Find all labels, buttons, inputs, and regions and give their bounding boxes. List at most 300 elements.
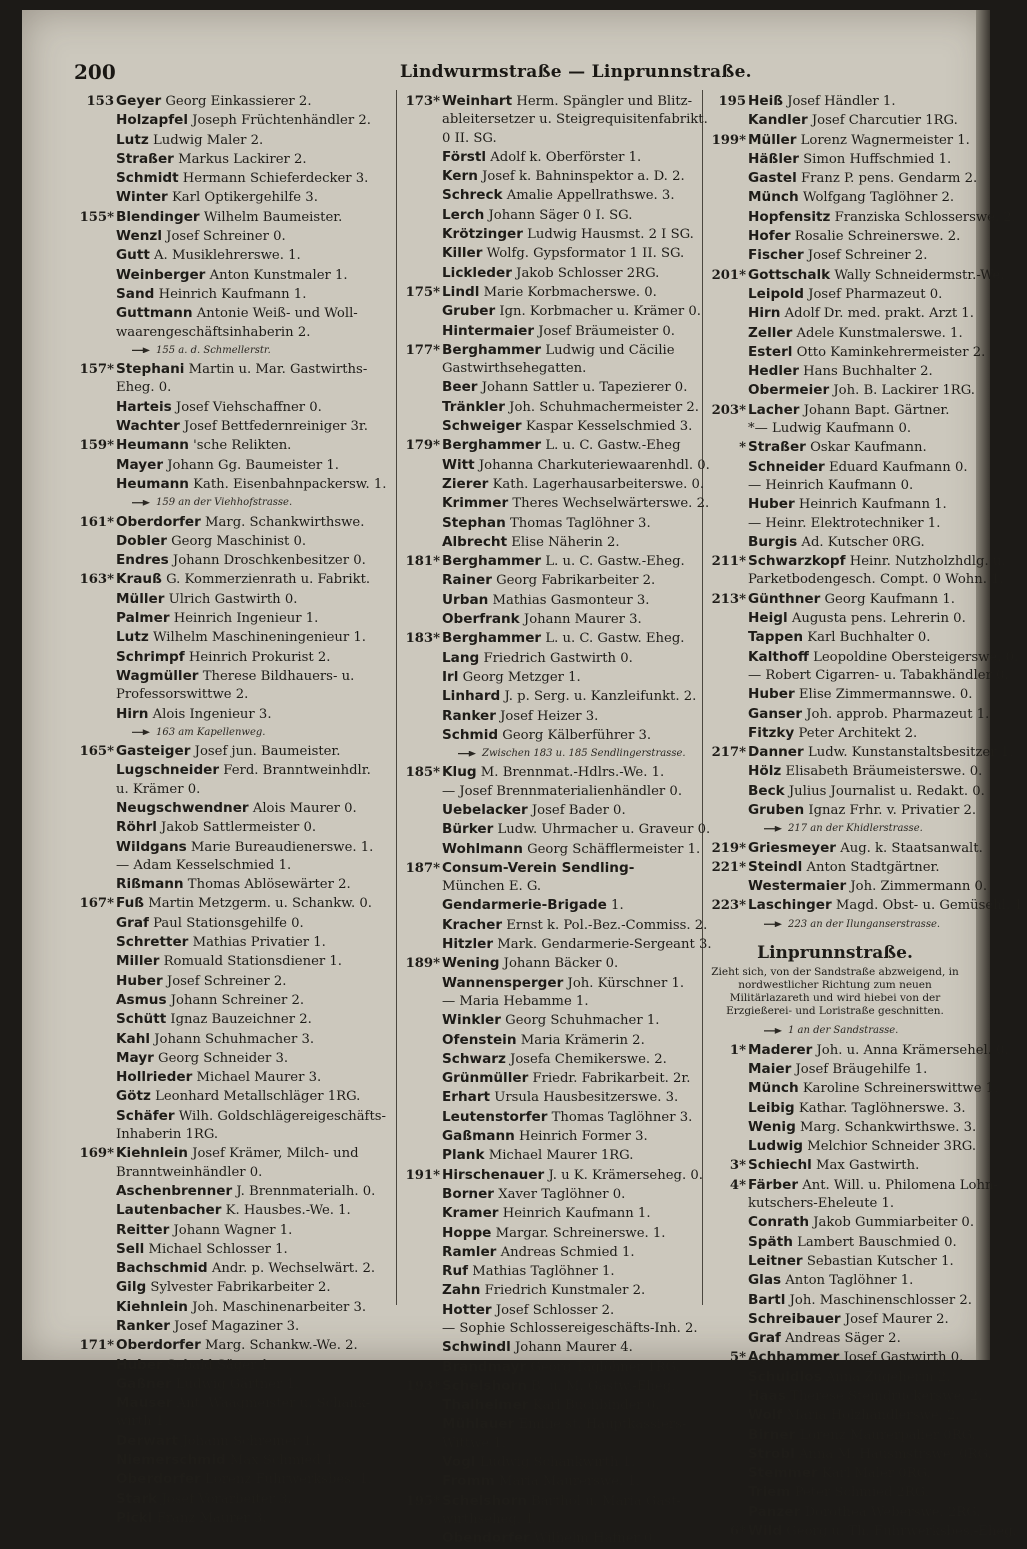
resident-name: Müller (748, 131, 797, 148)
resident-name: Strobl (748, 1445, 795, 1462)
directory-entry (704, 495, 966, 514)
entry-continuation: Professorswittwe 2. (116, 687, 249, 703)
resident-name: Tappen (748, 629, 804, 646)
directory-entry (704, 782, 985, 801)
resident-name: Schmidt (116, 170, 179, 187)
resident-name: Hopfensitz (748, 208, 831, 225)
house-number: 203* (711, 402, 746, 418)
resident-details: Karl Buchbinder 0. (528, 1398, 660, 1414)
resident-name: Stephan (442, 514, 506, 531)
resident-details: Josef Maurer 2. (840, 1311, 949, 1327)
resident-name: Kern (442, 168, 478, 185)
resident-name: Bartl (748, 1291, 786, 1308)
directory-entry (398, 1204, 700, 1223)
resident-details: G. Kommerzienrath u. Fabrikt. (161, 572, 371, 588)
resident-details: Joh. approb. Pharmazeut 1. (802, 706, 990, 722)
resident-details: Georg Kälberführer 3. (498, 727, 652, 743)
resident-name: Lugschneider (116, 762, 220, 779)
resident-details: Josefa Chemikerswe. 2. (505, 1051, 667, 1067)
directory-entry (398, 916, 708, 935)
directory-entry (72, 952, 394, 971)
house-number: * (739, 440, 746, 456)
resident-details: Johann Bäcker 0. (499, 956, 619, 972)
resident-details: Kath. Lagerhausarbeiterswe. 0. (488, 476, 705, 492)
resident-name: Häßler (748, 150, 799, 167)
resident-details: Johann Maurer 4. (510, 1340, 633, 1356)
resident-name: Schäfer (116, 1107, 175, 1124)
resident-name: Kalthoff (748, 648, 809, 665)
directory-entry (398, 494, 710, 513)
house-number: 169* (79, 1146, 114, 1162)
resident-details: Marg. Schankwirthswe. 3. (795, 1119, 977, 1135)
page-number: 200 (74, 60, 116, 84)
resident-details: Adolf k. Oberförster 1. (486, 149, 642, 165)
resident-name: Endres (116, 552, 169, 569)
directory-entry (704, 150, 966, 169)
resident-details: Marie Bureaudienerswe. 1. (186, 839, 374, 855)
directory-entry (72, 1240, 394, 1259)
directory-entry (398, 1127, 700, 1146)
resident-name: Wagmüller (116, 667, 199, 684)
house-number: 181* (405, 554, 440, 570)
resident-details: Theres Wechselwärterswe. 2. (508, 496, 710, 512)
resident-details: Maria Holzhändlerswe. 2. (782, 1408, 960, 1424)
resident-name: Gilg (116, 1279, 147, 1296)
directory-entry (704, 1060, 966, 1079)
resident-name: Fuß (116, 895, 145, 912)
directory-entry (72, 1107, 394, 1126)
resident-details: Johann Schuhmacher 3. (150, 1031, 315, 1047)
resident-details: Heinrich Former 3. (514, 1129, 648, 1145)
resident-details: Karoline Schreinerswittwe 1. (798, 1081, 999, 1097)
note-text: 159 an der Viehhofstrasse. (156, 497, 293, 509)
directory-entry (72, 169, 394, 188)
resident-name: Götz (116, 1088, 151, 1105)
resident-name: Kiehnlein (116, 1145, 188, 1162)
resident-name: Ganser (748, 705, 803, 722)
resident-details: Joh. u. Anna Krämersehel. 0. (812, 1042, 1009, 1058)
location-note (704, 820, 966, 838)
location-note (72, 724, 394, 742)
directory-entry (72, 1451, 394, 1470)
resident-name: Sell (116, 1240, 145, 1257)
resident-details: Therese Steindruckerswe. 2. (785, 1389, 983, 1404)
note-text: 223 an der Ilunganserstrasse. (788, 918, 941, 930)
resident-details: Josef Bader 0. (527, 802, 626, 818)
resident-details: Anton Kunstmaler 1. (205, 267, 348, 283)
resident-details: J. Brennmaterialh. 0. (232, 1183, 376, 1199)
resident-details: Michael Schlosser 1. (144, 1241, 288, 1257)
directory-entry (398, 1031, 700, 1050)
resident-details: Heinrich Kaufmann 1. (498, 1206, 651, 1222)
resident-name: Krimmer (442, 495, 509, 512)
directory-entry (72, 1221, 394, 1240)
resident-details: M. Brennmat.-Hdlrs.-We. 1. (476, 765, 665, 781)
entry-continuation: — Robert Cigarren- u. Tabakhändler 0. (748, 667, 1009, 683)
resident-details: Sylvester Fabrikarbeiter 2. (146, 1280, 331, 1296)
directory-entry (704, 1310, 966, 1329)
resident-details: Markus Lackirer 2. (173, 151, 307, 167)
resident-name: Neugschwendner (116, 799, 249, 816)
resident-name: Weinhart (442, 93, 513, 109)
street-section-title: Linprunnstraße. (757, 943, 913, 964)
resident-details: Elisabeth Bräumeisterswe. 0. (781, 764, 983, 780)
directory-entry (72, 1010, 394, 1029)
resident-name: Kracher (442, 916, 503, 933)
resident-name: Straßer (116, 150, 174, 167)
resident-name: Plank (442, 1147, 485, 1164)
directory-entry (398, 1281, 700, 1300)
directory-entry (704, 1483, 966, 1502)
resident-name: Krötzinger (442, 226, 523, 243)
entry-continuation: — Heinrich Kaufmann 0. (748, 477, 914, 493)
resident-name: Irl (442, 668, 459, 685)
directory-entry (398, 475, 705, 494)
directory-entry (72, 1375, 394, 1394)
resident-details: Leonhard Metallschläger 1RG. (150, 1089, 361, 1105)
resident-name: Gastel (748, 170, 797, 187)
resident-name: Berghammer (442, 553, 542, 570)
resident-name: Ranker (116, 1318, 170, 1334)
resident-name: Lutz (116, 131, 149, 148)
resident-details: Georg Fabrikarbeiter 2. (491, 573, 656, 589)
resident-name: Heiß (748, 93, 784, 109)
house-number: 189* (405, 956, 440, 972)
directory-entry (72, 1490, 394, 1509)
resident-details: Jakob Sattlermeister 0. (156, 820, 317, 836)
resident-details: Wolfgang Taglöhner 2. (798, 190, 955, 206)
house-number: 219* (711, 840, 746, 856)
location-note (704, 916, 966, 934)
resident-name: Müller (116, 590, 165, 607)
house-number: 1* (729, 1042, 746, 1058)
entry-continuation: 0 II. SG. (442, 130, 497, 146)
directory-entry (704, 609, 966, 628)
resident-name: Schmid (442, 726, 499, 743)
resident-details: Karl Buchhalter 0. (803, 630, 931, 646)
directory-column-3 (704, 92, 1027, 1541)
resident-name: Tränkler (442, 398, 505, 415)
resident-name: Rainer (442, 572, 492, 589)
directory-entry (72, 933, 394, 952)
resident-details: Peter Architekt 2. (794, 725, 918, 741)
entry-continuation: Eheg. 0. (116, 380, 172, 396)
resident-details: Josef Händler 1. (783, 94, 896, 109)
resident-name: Maderer (748, 1041, 813, 1058)
resident-details: Franziska Schlosserswe. 2. (830, 209, 1016, 225)
resident-details: Georg Schneider 3. (153, 1050, 289, 1066)
resident-details: Adele Kunstmalerswe. 1. (792, 325, 963, 341)
entry-continuation: Gastwirthsehegatten. (442, 361, 587, 377)
resident-name: Berghammer (442, 630, 542, 647)
resident-name: Fromm (442, 1473, 495, 1490)
resident-details: Johann Sattler u. Tapezierer 0. (477, 380, 688, 396)
resident-details: Amalie Appellrathswe. 3. (502, 188, 675, 204)
resident-details: Thomas Taglöhner 3. (547, 1109, 693, 1125)
resident-name: Schretter (116, 934, 189, 951)
resident-name: Conrath (748, 1214, 810, 1231)
resident-details: Lambert Bauschmied 0. (792, 1234, 957, 1250)
resident-details: Wilhelm Maschineningenieur 1. (148, 630, 366, 646)
resident-details: Alois Maurer 0. (248, 800, 357, 816)
resident-details: Antonie Weiß- und Woll- (192, 306, 358, 322)
directory-entry (704, 896, 1027, 915)
resident-name: Hoppe (442, 1224, 492, 1241)
house-number: 165* (79, 744, 114, 760)
directory-entry (72, 1509, 394, 1528)
entry-continuation: Parketbodengesch. Compt. 0 Wohn. 1. (748, 572, 1004, 588)
directory-column-1 (72, 92, 394, 1528)
resident-name: Oberdorfer (116, 1337, 201, 1354)
house-number: 195* (405, 1493, 440, 1509)
directory-entry (398, 610, 700, 629)
resident-details: L. u. C. Gastw. Eheg. (541, 631, 685, 647)
resident-name: Gaßmann (442, 1128, 515, 1145)
resident-details: Jakob Gummiarbeiter 0. (809, 1215, 975, 1231)
resident-details: Johann Droschkenbesitzer 0. (168, 553, 366, 569)
resident-name: Miller (116, 953, 160, 970)
house-number: 199* (711, 132, 746, 148)
resident-details: Ferd. Branntweinhdlr. (219, 763, 371, 779)
resident-details: Josef Bräumeister 0. (534, 323, 675, 339)
resident-name: Wachter (116, 418, 180, 435)
directory-entry (72, 208, 394, 227)
directory-entry (704, 246, 966, 265)
resident-name: Oberdorfer (116, 1471, 201, 1488)
resident-name: Förstl (442, 148, 487, 165)
directory-entry (72, 1278, 394, 1297)
resident-name: Westermaier (748, 878, 847, 895)
resident-details: Simon Huffschmied 1. (798, 151, 952, 167)
directory-entry (72, 246, 394, 265)
directory-entry (704, 92, 966, 111)
resident-details: B. u. M. Gastw.-Eheg. (526, 1378, 676, 1394)
resident-details: Georg Schuhmacher 1. (500, 1013, 660, 1029)
resident-details: Ignaz Frhr. v. Privatier 2. (804, 802, 977, 818)
directory-entry (704, 208, 1016, 227)
house-number: 179* (405, 438, 440, 454)
directory-entry (704, 438, 966, 457)
resident-name: Bürker (442, 821, 494, 838)
directory-entry (704, 1348, 966, 1367)
directory-entry (704, 1041, 1009, 1060)
resident-name: Winkler (442, 1012, 501, 1029)
directory-entry (398, 1377, 700, 1396)
directory-entry (398, 1301, 700, 1320)
resident-details: Barthol u. Maria Gast- (526, 1493, 681, 1509)
directory-entry (398, 1529, 700, 1548)
resident-name: Leitner (748, 1252, 803, 1269)
resident-name: Hirn (116, 705, 149, 722)
resident-name: Guttmann (116, 305, 193, 322)
resident-details: Heinrich Ingenieur 1. (169, 611, 319, 627)
directory-entry (704, 1464, 966, 1483)
entry-continuation: kutschers-Eheleute 1. (748, 1196, 895, 1212)
directory-entry (72, 761, 394, 780)
resident-name: Griesmeyer (748, 839, 837, 856)
resident-details: Lorenz Fuhrwerksbes. 1. (200, 1472, 373, 1488)
directory-entry (398, 206, 700, 225)
resident-name: Zeller (748, 324, 793, 341)
directory-entry (72, 818, 394, 837)
resident-name: Stemmer (748, 1465, 818, 1482)
directory-entry (72, 436, 394, 455)
resident-details: Ant. Will. u. Philomena Lohn- (798, 1177, 998, 1193)
resident-name: Wening (442, 955, 500, 972)
directory-entry (704, 1099, 966, 1118)
directory-entry (704, 131, 970, 150)
resident-name: Derwart (116, 1432, 179, 1449)
directory-entry (704, 743, 1014, 762)
resident-name: Gruben (748, 801, 805, 818)
resident-name: Stark (116, 1490, 158, 1507)
resident-details: Johann Säger 0 I. SG. (484, 207, 633, 223)
directory-entry (704, 1079, 999, 1098)
entry-continuation: — Maria Hebamme 1. (442, 993, 589, 1009)
resident-name: Wolf (748, 1407, 783, 1424)
directory-entry (704, 1368, 966, 1387)
directory-entry (704, 1387, 983, 1406)
directory-entry (398, 1108, 700, 1127)
resident-name: Danner (748, 744, 804, 761)
house-number: 187* (405, 860, 440, 876)
resident-details: Josef Vorarbeiter 3. (157, 1491, 292, 1507)
resident-name: Linhard (442, 688, 501, 705)
resident-details: Josef Charcutier 1RG. (807, 113, 958, 129)
pointing-hand-icon (132, 729, 150, 735)
resident-details: Peter Schmied 2RG. (790, 1485, 930, 1501)
entry-continuation: — Heinr. Elektrotechniker 1. (748, 515, 941, 531)
resident-details: Johann Gg. Baumeister 1. (163, 457, 339, 473)
directory-column-2 (398, 92, 712, 1549)
directory-entry (72, 111, 394, 130)
resident-name: Oberfrank (442, 611, 520, 628)
resident-name: Lacher (748, 401, 800, 418)
directory-entry (704, 533, 966, 552)
resident-name: Niemerschmid (116, 1452, 226, 1469)
directory-entry (704, 801, 977, 820)
directory-entry (398, 1338, 700, 1357)
resident-details: Josef jun. Baumeister. (190, 744, 341, 760)
directory-entry (704, 304, 974, 323)
resident-details: Thomas Ablösewärter 2. (183, 877, 351, 893)
directory-entry (398, 92, 700, 111)
resident-details: A. Musiklehrerswe. 1. (149, 248, 301, 264)
house-number: 211* (711, 554, 746, 570)
resident-name: Fitzky (748, 724, 795, 741)
directory-entry (704, 458, 966, 477)
house-number: 185* (405, 765, 440, 781)
resident-name: Hollrieder (116, 1069, 193, 1086)
resident-name: Huber (116, 972, 163, 989)
directory-entry (398, 1472, 700, 1491)
page-header (70, 60, 910, 84)
resident-name: Erhart (442, 1089, 491, 1106)
directory-entry (72, 266, 394, 285)
resident-details: Wilh. Goldschlägereigeschäfts- (174, 1108, 386, 1124)
directory-entry (398, 186, 700, 205)
resident-name: Münch (748, 189, 799, 206)
directory-entry (72, 875, 394, 894)
resident-details: Ernst k. Pol.-Bez.-Commiss. 2. (502, 917, 708, 933)
resident-name: Burgis (748, 533, 798, 550)
resident-details: Josef Bettfedernreiniger 3r. (179, 419, 368, 435)
resident-name: Beck (748, 782, 785, 799)
directory-entry (72, 667, 394, 686)
resident-details: Andr. p. Wechselwärt. 2. (207, 1261, 376, 1277)
resident-name: Harteis (116, 398, 172, 415)
directory-entry (704, 552, 1006, 571)
resident-name: Zierer (442, 475, 489, 492)
resident-name: Dobler (116, 532, 167, 549)
house-number: 173* (405, 94, 440, 109)
resident-name: Huber (116, 1356, 163, 1373)
directory-entry (72, 1068, 394, 1087)
directory-entry (398, 1166, 703, 1185)
resident-name: Münch (748, 1080, 799, 1097)
resident-name: Schwindl (442, 1339, 511, 1356)
resident-name: Stephani (116, 361, 185, 378)
directory-entry (398, 1050, 700, 1069)
directory-entry (704, 1271, 966, 1290)
resident-details: J. p. Serg. u. Kanzleifunkt. 2. (500, 689, 697, 705)
resident-name: Wenzl (116, 228, 162, 245)
resident-name: Sand (116, 285, 155, 302)
resident-details: J. u K. Krämerseheg. 0. (544, 1167, 703, 1183)
resident-name: Gasteiger (116, 743, 191, 760)
resident-name: Ruf (442, 1263, 469, 1280)
resident-details: Johann Schreiner 2. (166, 992, 305, 1008)
directory-entry (72, 570, 394, 589)
entry-continuation: ableitersetzer u. Steigrequisitenfabrikt. (442, 112, 708, 128)
street-description: Zieht sich, von der Sandstraße abzweigend, in nordwestlicher Richtung zum neuen Militärlazareth und wird hiebei von der Erzgießerei- und Loristraße geschnitten. (711, 966, 959, 1018)
directory-entry (398, 1492, 700, 1511)
resident-details: Joh. Maschinenschlosser 2. (785, 1292, 972, 1308)
directory-entry (398, 763, 700, 782)
directory-entry (398, 225, 700, 244)
resident-details: Xaver Taglöhner 0. (494, 1186, 626, 1202)
pointing-hand-icon (132, 347, 150, 353)
resident-name: Späth (748, 1233, 793, 1250)
directory-entry (72, 131, 394, 150)
house-number: 193* (405, 1378, 440, 1394)
resident-details: Joh. Schuhmachermeister 2. (504, 399, 699, 415)
resident-name: Lutz (116, 629, 149, 646)
directory-entry (704, 628, 966, 647)
resident-details: Joh. Kürschner 1. (563, 975, 685, 991)
house-number: 155* (79, 209, 114, 225)
location-note (72, 494, 394, 512)
resident-details: Aug. k. Staatsanwalt. (836, 840, 983, 856)
resident-name: Witt (442, 456, 475, 473)
resident-details: Anna M. Hausmstrswe. 0RG. (794, 1446, 992, 1462)
resident-name: Färber (748, 1176, 799, 1193)
resident-name: Panzer (748, 1503, 801, 1520)
directory-entry (72, 1144, 394, 1163)
resident-details: Mark. Gendarmerie-Sergeant 3. (493, 937, 712, 953)
directory-entry (704, 1233, 966, 1252)
house-number: 171* (79, 1338, 114, 1354)
resident-name: Kandler (748, 112, 808, 129)
resident-name: Hitzler (442, 936, 494, 953)
directory-entry (704, 1137, 977, 1156)
directory-entry (72, 648, 394, 667)
house-number: 221* (711, 859, 746, 875)
note-text: 163 am Kapellenweg. (156, 726, 266, 738)
resident-name: Thalheimer (442, 1397, 529, 1414)
resident-name: Fischer (748, 247, 804, 264)
resident-name: Mauser (116, 1395, 173, 1412)
